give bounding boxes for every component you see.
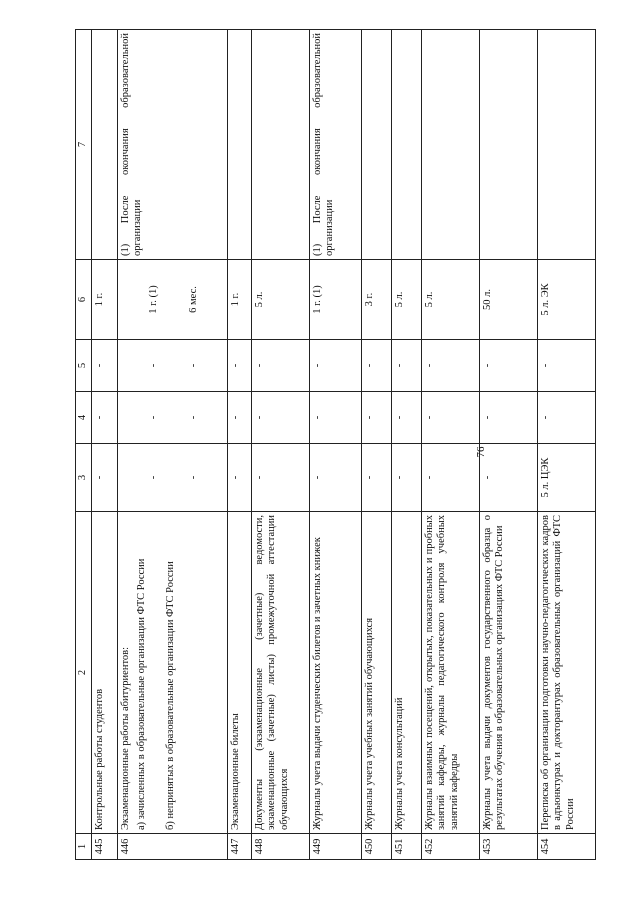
table-row — [537, 30, 595, 860]
cell-col-6: 1 г. — [227, 260, 251, 340]
cell-col-3: - — [421, 444, 479, 512]
cell-col-6-b: 6 мес. — [188, 286, 199, 313]
header-col-1: 1 — [76, 834, 92, 860]
cell-col-5-a: - — [147, 363, 159, 368]
cell-col-5: - — [421, 340, 479, 392]
row-title: Контрольные работы студентов — [91, 512, 117, 834]
table-row — [251, 30, 309, 860]
row-title: Журналы учета выдачи студенческих билетов и зачетных книжек — [309, 512, 361, 834]
row-subitem-a: а) зачисленных в образовательные организации ФТС России — [136, 558, 147, 830]
cell-col-7 — [91, 30, 117, 260]
row-title-group — [117, 512, 227, 834]
row-number: 447 — [227, 834, 251, 860]
cell-col-6: 5 л. ЭК — [537, 260, 595, 340]
cell-col-3: - — [479, 444, 537, 512]
cell-col-6: 3 г. — [361, 260, 391, 340]
header-col-3: 3 — [76, 444, 92, 512]
row-number: 445 — [91, 834, 117, 860]
cell-col-7 — [537, 30, 595, 260]
cell-col-4: - — [361, 392, 391, 444]
header-col-4: 4 — [76, 392, 92, 444]
cell-col-5: - — [537, 340, 595, 392]
row-number: 450 — [361, 834, 391, 860]
cell-col-3-b: - — [188, 475, 199, 480]
row-title: Журналы учета выдачи документов государственного образца о результатах обучения в образовательных организациях ФТС России — [479, 512, 537, 834]
cell-col-6: 5 л. — [251, 260, 309, 340]
cell-col-6-a: 1 г. (1) — [147, 285, 159, 314]
table-row — [361, 30, 391, 860]
cell-col-5: - — [91, 340, 117, 392]
cell-col-6: 1 г. — [91, 260, 117, 340]
cell-col-6: 5 л. — [421, 260, 479, 340]
table-row — [421, 30, 479, 860]
cell-col-7 — [479, 30, 537, 260]
row-number: 446 — [117, 834, 227, 860]
row-number: 448 — [251, 834, 309, 860]
table-row — [391, 30, 421, 860]
cell-col-7 — [251, 30, 309, 260]
cell-col-3: - — [251, 444, 309, 512]
cell-col-3: 5 л. ЦЭК — [537, 444, 595, 512]
cell-col-5: - — [309, 340, 361, 392]
cell-col-4: - — [91, 392, 117, 444]
cell-col-3: - — [391, 444, 421, 512]
row-number: 449 — [309, 834, 361, 860]
row-number: 452 — [421, 834, 479, 860]
row-title: Документы (экзаменационные (зачетные) ведомости, экзаменационные (зачетные) листы) промежуточной аттестации обучающихся — [251, 512, 309, 834]
cell-col-7: (1) После окончания образовательной организации — [309, 30, 361, 260]
cell-col-5-b: - — [188, 363, 199, 368]
table-row — [309, 30, 361, 860]
cell-col-4: - — [479, 392, 537, 444]
cell-col-4: - — [227, 392, 251, 444]
cell-col-5: - — [251, 340, 309, 392]
cell-col-4 — [117, 392, 227, 444]
cell-col-3: - — [309, 444, 361, 512]
row-title: Журналы взаимных посещений, открытых, показательных и пробных занятий кафедры, журналы педагогического контроля учебных занятий кафедры — [421, 512, 479, 834]
header-col-7: 7 — [76, 30, 92, 260]
header-col-5: 5 — [76, 340, 92, 392]
records-table — [75, 29, 596, 860]
cell-col-4: - — [391, 392, 421, 444]
row-number: 451 — [391, 834, 421, 860]
table-row — [117, 30, 227, 860]
cell-col-7 — [227, 30, 251, 260]
row-title: Журналы учета учебных занятий обучающихся — [361, 512, 391, 834]
table-row — [91, 30, 117, 860]
cell-col-7 — [361, 30, 391, 260]
header-col-2: 2 — [76, 512, 92, 834]
cell-col-6: 5 л. — [391, 260, 421, 340]
table-row — [479, 30, 537, 860]
cell-col-4-b: - — [188, 415, 199, 420]
cell-col-3: - — [227, 444, 251, 512]
cell-col-7 — [391, 30, 421, 260]
cell-col-4: - — [537, 392, 595, 444]
cell-col-6: 50 л. — [479, 260, 537, 340]
cell-col-7: (1) После окончания образовательной организации — [117, 30, 227, 260]
cell-col-3 — [117, 444, 227, 512]
cell-col-4: - — [309, 392, 361, 444]
cell-col-6 — [117, 260, 227, 340]
header-row — [76, 30, 92, 860]
row-title: Экзаменационные билеты — [227, 512, 251, 834]
cell-col-4: - — [421, 392, 479, 444]
cell-col-4-a: - — [147, 415, 159, 420]
cell-col-5 — [117, 340, 227, 392]
cell-col-3: - — [361, 444, 391, 512]
cell-col-5: - — [391, 340, 421, 392]
cell-col-5: - — [227, 340, 251, 392]
row-title: Журналы учета консультаций — [391, 512, 421, 834]
cell-col-5: - — [361, 340, 391, 392]
row-number: 454 — [537, 834, 595, 860]
page-number: 76 — [475, 446, 487, 458]
cell-col-6: 1 г. (1) — [309, 260, 361, 340]
cell-col-7 — [421, 30, 479, 260]
cell-col-5: - — [479, 340, 537, 392]
cell-col-4: - — [251, 392, 309, 444]
cell-col-3: - — [91, 444, 117, 512]
header-col-6: 6 — [76, 260, 92, 340]
row-title: Переписка об организации подготовки научно-педагогических кадров в адъюнктурах и докторантурах образовательных организаций ФТС России — [537, 512, 595, 834]
table-row — [227, 30, 251, 860]
row-subitem-b: б) непринятых в образовательные организации ФТС России — [164, 561, 176, 830]
row-title: Экзаменационные работы абитуриентов: — [119, 646, 131, 830]
cell-col-3-a: - — [147, 475, 159, 480]
row-number: 453 — [479, 834, 537, 860]
